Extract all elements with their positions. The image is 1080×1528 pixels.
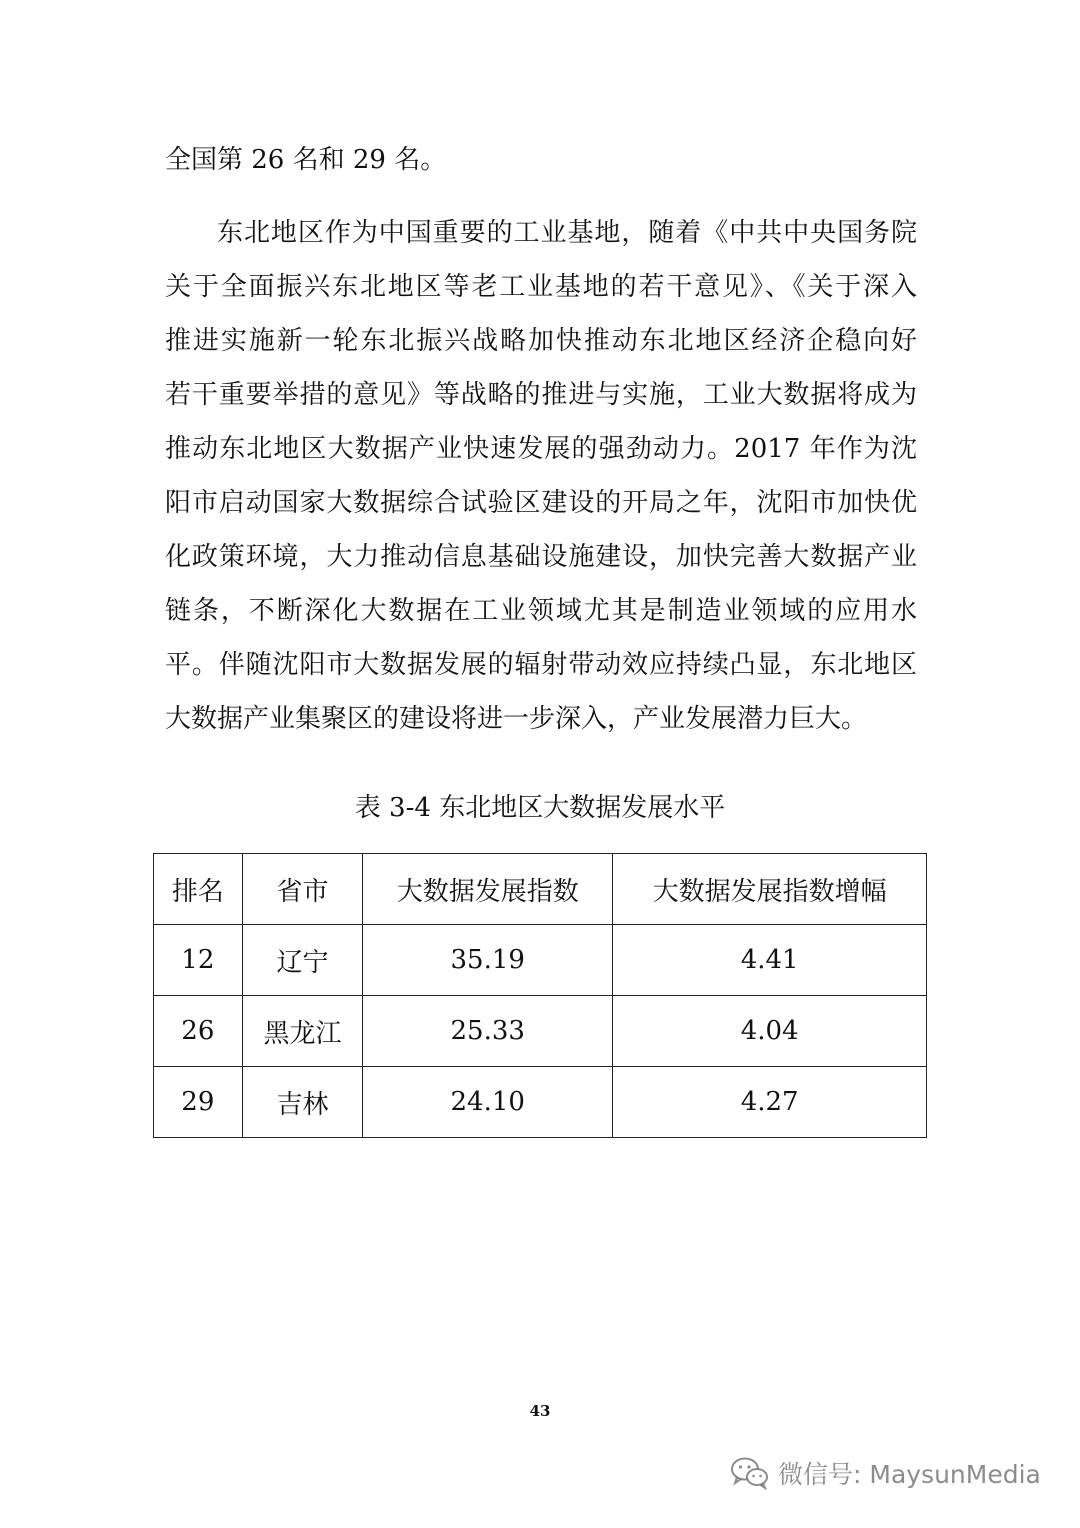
header-province: 省市: [242, 854, 363, 925]
intro-line: 全国第 26 名和 29 名。: [165, 145, 447, 175]
watermark: [730, 1455, 1041, 1491]
table-row: [154, 1067, 927, 1138]
page-number: 43: [529, 1402, 551, 1420]
cell-index: 24.10: [363, 1067, 613, 1138]
cell-rank: 29: [154, 1067, 243, 1138]
paragraph-line: 推进实施新一轮东北振兴战略加快推动东北地区经济企稳向好: [165, 326, 917, 356]
paragraph-line: 东北地区作为中国重要的工业基地，随着《中共中央国务院: [217, 218, 917, 248]
header-rank: 排名: [154, 854, 243, 925]
cell-index: 25.33: [363, 996, 613, 1067]
cell-growth: 4.41: [613, 925, 927, 996]
header-index: 大数据发展指数: [363, 854, 613, 925]
cell-province: 辽宁: [242, 925, 363, 996]
table-row: [154, 996, 927, 1067]
paragraph-line: 链条，不断深化大数据在工业领域尤其是制造业领域的应用水: [165, 596, 917, 626]
cell-rank: 12: [154, 925, 243, 996]
cell-rank: 26: [154, 996, 243, 1067]
wechat-icon: [730, 1456, 770, 1490]
cell-growth: 4.27: [613, 1067, 927, 1138]
header-index-growth: 大数据发展指数增幅: [613, 854, 927, 925]
table-caption: 表 3-4 东北地区大数据发展水平: [354, 793, 726, 823]
watermark-text: 微信号: MaysunMedia: [778, 1460, 1041, 1489]
paragraph-line: 大数据产业集聚区的建设将进一步深入，产业发展潜力巨大。: [165, 704, 868, 734]
paragraph-line: 若干重要举措的意见》等战略的推进与实施，工业大数据将成为: [165, 380, 917, 410]
data-table: [153, 853, 927, 1138]
paragraph-line: 推动东北地区大数据产业快速发展的强劲动力。2017 年作为沈: [165, 434, 917, 464]
paragraph-line: 化政策环境，大力推动信息基础设施建设，加快完善大数据产业: [165, 542, 917, 572]
cell-province: 吉林: [242, 1067, 363, 1138]
paragraph-line: 平。伴随沈阳市大数据发展的辐射带动效应持续凸显，东北地区: [165, 650, 917, 680]
cell-index: 35.19: [363, 925, 613, 996]
body-paragraph: [165, 206, 917, 746]
cell-province: 黑龙江: [242, 996, 363, 1067]
paragraph-line: 阳市启动国家大数据综合试验区建设的开局之年，沈阳市加快优: [165, 488, 917, 518]
table-header-row: [154, 854, 927, 925]
paragraph-line: 关于全面振兴东北地区等老工业基地的若干意见》、《关于深入: [165, 272, 917, 302]
table-row: [154, 925, 927, 996]
cell-growth: 4.04: [613, 996, 927, 1067]
